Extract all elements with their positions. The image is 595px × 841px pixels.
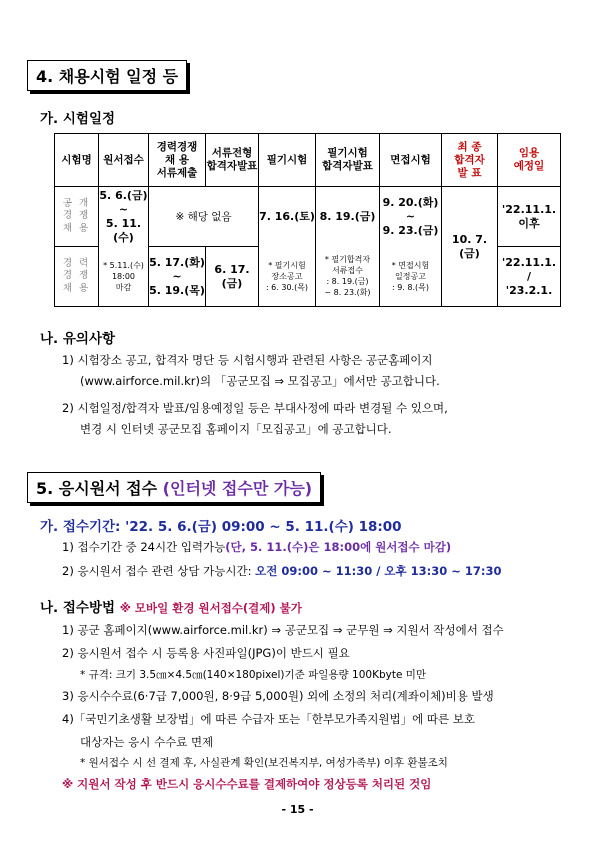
method-line-3: * 규격: 크기 3.5㎝×4.5㎝(140×180pixel)기준 파일용량 100Kbyte 미만 <box>80 669 427 681</box>
th-written-result: 필기시험 합격자발표 <box>316 134 380 187</box>
method-line-1: 1) 공군 홈페이지(www.airforce.mil.kr) ⇒ 공군모집 ⇒ 군무원 ⇒ 지원서 작성에서 접수 <box>62 623 504 637</box>
th-apply: 원서접수 <box>99 134 149 187</box>
row1-name: 공 개 경 쟁 채 용 <box>55 187 99 247</box>
note-line-3: 2) 시험일정/합격자 발표/임용예정일 등은 부대사정에 따라 변경될 수 있으며, <box>62 401 448 415</box>
method-line-2: 2) 응시원서 접수 시 등록용 사진파일(JPG)이 반드시 필요 <box>62 646 350 660</box>
schedule-header-row <box>55 134 561 187</box>
row2-written-note: * 필기시험 장소공고 : 6. 30.(목) <box>259 247 316 307</box>
final-announce: 10. 7.(금) <box>442 187 498 307</box>
row1-none: ※ 해당 없음 <box>149 187 259 247</box>
section4-title: 4. 채용시험 일정 등 <box>27 60 187 91</box>
th-exam-name: 시험명 <box>55 134 99 187</box>
page-number: - 15 - <box>281 803 314 816</box>
row1-written-result: 8. 19.(금) <box>316 187 380 247</box>
section5-sub-period: 가. 접수기간: '22. 5. 6.(금) 09:00 ~ 5. 11.(수) 18:00 <box>40 519 402 535</box>
row-open-competition <box>55 187 561 247</box>
th-appoint: 임용 예정일 <box>498 134 561 187</box>
th-docs-result: 서류전형 합격자발표 <box>206 134 259 187</box>
fee-warning: ※ 지원서 작성 후 반드시 응시수수료를 결제하여야 정상등록 처리된 것임 <box>62 777 432 791</box>
th-career-docs: 경력경쟁 채 용 서류제출 <box>149 134 206 187</box>
th-written: 필기시험 <box>259 134 316 187</box>
th-interview: 면접시험 <box>380 134 442 187</box>
method-line-6: 대상자는 응시 수수료 면제 <box>80 735 214 749</box>
method-line-7: * 원서접수 시 선 결제 후, 사실관계 확인(보건복지부, 여성가족부) 이후 환불조치 <box>80 757 448 769</box>
row1-appoint: '22.11.1. 이후 <box>498 187 561 247</box>
row2-appoint: '22.11.1. / '23.2.1. <box>498 247 561 307</box>
section5-sub-method: 나. 접수방법 ※ 모바일 환경 원서접수(결제) 불가 <box>40 600 302 616</box>
row2-apply-note: * 5.11.(수) 18:00 마감 <box>99 247 149 307</box>
row2-docs-result: 6. 17.(금) <box>206 247 259 307</box>
section5-title: 5. 응시원서 접수 (인터넷 접수만 가능) <box>27 472 321 503</box>
note-line-2: (www.airforce.mil.kr)의 「공군모집 ⇒ 모집공고」에서만 공고합니다. <box>80 374 440 388</box>
row1-apply: 5. 6.(금) ~ 5. 11.(수) <box>99 187 149 247</box>
mobile-warning: ※ 모바일 환경 원서접수(결제) 불가 <box>119 601 302 615</box>
period-line-2: 2) 응시원서 접수 관련 상담 가능시간: 오전 09:00 ~ 11:30 / 오후 13:30 ~ 17:30 <box>62 564 502 578</box>
row1-interview: 9. 20.(화) ~ 9. 23.(금) <box>380 187 442 247</box>
section4-sub-notes: 나. 유의사항 <box>40 331 116 347</box>
row2-docs: 5. 17.(화) ~ 5. 19.(목) <box>149 247 206 307</box>
schedule-table <box>54 133 561 307</box>
note-line-1: 1) 시험장소 공고, 합격자 명단 등 시험시행과 관련된 사항은 공군홈페이지 <box>62 353 433 367</box>
section4-sub-schedule: 가. 시험일정 <box>40 111 116 127</box>
row2-interview-note: * 면접시험 일정공고 : 9. 8.(목) <box>380 247 442 307</box>
method-line-4: 3) 응시수수료(6·7급 7,000원, 8·9급 5,000원) 외에 소정의 처리(계좌이체)비용 발생 <box>62 689 494 703</box>
section5-title-note: (인터넷 접수만 가능) <box>162 479 313 498</box>
period-line-1: 1) 접수기간 중 24시간 입력가능(단, 5. 11.(수)은 18:00에 원서접수 마감) <box>62 540 452 554</box>
row2-name: 경 력 경 쟁 채 용 <box>55 247 99 307</box>
method-line-5: 4)「국민기초생활 보장법」에 따른 수급자 또는「한부모가족지원법」에 따른 보호 <box>62 712 476 726</box>
row1-written: 7. 16.(토) <box>259 187 316 247</box>
row2-written-result-note: * 필기합격자 서류접수 : 8. 19.(금) ~ 8. 23.(화) <box>316 247 380 307</box>
note-line-4: 변경 시 인터넷 공군모집 홈페이지「모집공고」에 공고합니다. <box>80 422 392 436</box>
th-final: 최 종 합격자 발 표 <box>442 134 498 187</box>
